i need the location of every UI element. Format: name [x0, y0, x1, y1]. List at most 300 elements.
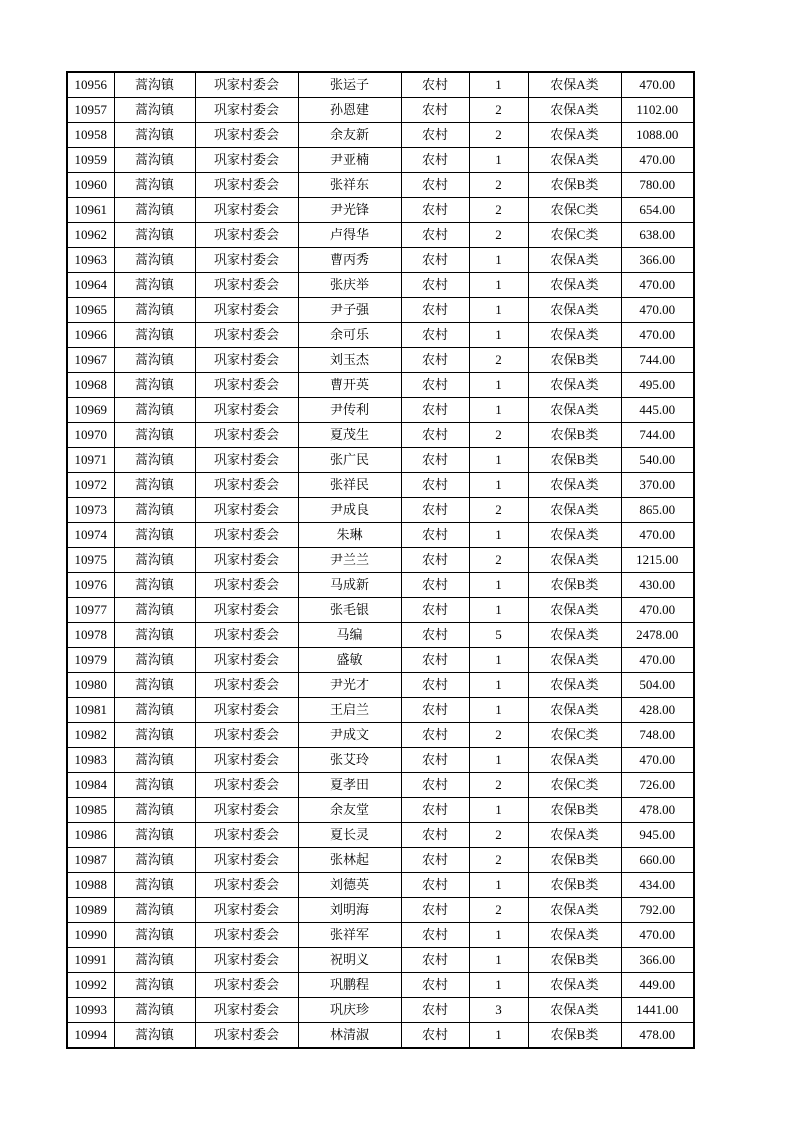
- cell-amount: 449.00: [621, 973, 694, 998]
- cell-village-committee: 巩家村委会: [195, 548, 298, 573]
- table-row: [67, 773, 694, 798]
- cell-residence-type: 农村: [401, 348, 469, 373]
- cell-insurance-category: 农保A类: [528, 123, 621, 148]
- cell-town: 蒿沟镇: [114, 1023, 195, 1049]
- cell-village-committee: 巩家村委会: [195, 673, 298, 698]
- table-row: [67, 248, 694, 273]
- cell-person-name: 尹成文: [298, 723, 401, 748]
- cell-village-committee: 巩家村委会: [195, 873, 298, 898]
- cell-person-count: 2: [469, 423, 528, 448]
- table-row: [67, 898, 694, 923]
- cell-village-committee: 巩家村委会: [195, 298, 298, 323]
- cell-village-committee: 巩家村委会: [195, 398, 298, 423]
- cell-village-committee: 巩家村委会: [195, 623, 298, 648]
- cell-person-name: 卢得华: [298, 223, 401, 248]
- table-row: [67, 1023, 694, 1049]
- cell-person-count: 1: [469, 948, 528, 973]
- table-row: [67, 798, 694, 823]
- cell-record-id: 10980: [67, 673, 114, 698]
- cell-town: 蒿沟镇: [114, 373, 195, 398]
- cell-town: 蒿沟镇: [114, 98, 195, 123]
- cell-village-committee: 巩家村委会: [195, 773, 298, 798]
- cell-amount: 470.00: [621, 523, 694, 548]
- cell-person-count: 2: [469, 723, 528, 748]
- cell-amount: 470.00: [621, 648, 694, 673]
- cell-insurance-category: 农保A类: [528, 373, 621, 398]
- cell-person-name: 尹光才: [298, 673, 401, 698]
- cell-person-count: 2: [469, 98, 528, 123]
- cell-amount: 1088.00: [621, 123, 694, 148]
- cell-residence-type: 农村: [401, 548, 469, 573]
- cell-amount: 744.00: [621, 423, 694, 448]
- cell-person-count: 1: [469, 148, 528, 173]
- table-row: [67, 648, 694, 673]
- cell-village-committee: 巩家村委会: [195, 523, 298, 548]
- cell-village-committee: 巩家村委会: [195, 123, 298, 148]
- cell-amount: 744.00: [621, 348, 694, 373]
- cell-record-id: 10960: [67, 173, 114, 198]
- cell-amount: 865.00: [621, 498, 694, 523]
- cell-village-committee: 巩家村委会: [195, 498, 298, 523]
- cell-person-name: 马编: [298, 623, 401, 648]
- cell-record-id: 10961: [67, 198, 114, 223]
- cell-village-committee: 巩家村委会: [195, 348, 298, 373]
- cell-insurance-category: 农保C类: [528, 223, 621, 248]
- table-row: [67, 623, 694, 648]
- cell-insurance-category: 农保A类: [528, 148, 621, 173]
- cell-insurance-category: 农保A类: [528, 473, 621, 498]
- cell-record-id: 10982: [67, 723, 114, 748]
- cell-person-count: 2: [469, 823, 528, 848]
- cell-village-committee: 巩家村委会: [195, 573, 298, 598]
- cell-residence-type: 农村: [401, 598, 469, 623]
- cell-town: 蒿沟镇: [114, 523, 195, 548]
- cell-person-name: 张林起: [298, 848, 401, 873]
- cell-record-id: 10983: [67, 748, 114, 773]
- cell-village-committee: 巩家村委会: [195, 72, 298, 98]
- table-row: [67, 148, 694, 173]
- cell-town: 蒿沟镇: [114, 273, 195, 298]
- cell-insurance-category: 农保A类: [528, 98, 621, 123]
- cell-amount: 366.00: [621, 248, 694, 273]
- cell-insurance-category: 农保A类: [528, 698, 621, 723]
- table-row: [67, 498, 694, 523]
- cell-person-count: 1: [469, 798, 528, 823]
- cell-residence-type: 农村: [401, 848, 469, 873]
- cell-person-name: 张祥军: [298, 923, 401, 948]
- cell-person-count: 1: [469, 473, 528, 498]
- cell-person-count: 2: [469, 548, 528, 573]
- cell-village-committee: 巩家村委会: [195, 923, 298, 948]
- cell-residence-type: 农村: [401, 798, 469, 823]
- cell-record-id: 10976: [67, 573, 114, 598]
- cell-village-committee: 巩家村委会: [195, 448, 298, 473]
- cell-residence-type: 农村: [401, 298, 469, 323]
- cell-village-committee: 巩家村委会: [195, 648, 298, 673]
- cell-town: 蒿沟镇: [114, 548, 195, 573]
- cell-person-count: 1: [469, 448, 528, 473]
- cell-insurance-category: 农保A类: [528, 648, 621, 673]
- cell-insurance-category: 农保B类: [528, 948, 621, 973]
- cell-person-count: 1: [469, 323, 528, 348]
- cell-record-id: 10956: [67, 72, 114, 98]
- cell-village-committee: 巩家村委会: [195, 148, 298, 173]
- cell-residence-type: 农村: [401, 98, 469, 123]
- cell-town: 蒿沟镇: [114, 673, 195, 698]
- cell-record-id: 10987: [67, 848, 114, 873]
- cell-insurance-category: 农保A类: [528, 598, 621, 623]
- cell-village-committee: 巩家村委会: [195, 973, 298, 998]
- cell-amount: 654.00: [621, 198, 694, 223]
- table-row: [67, 698, 694, 723]
- cell-residence-type: 农村: [401, 123, 469, 148]
- cell-village-committee: 巩家村委会: [195, 698, 298, 723]
- cell-record-id: 10993: [67, 998, 114, 1023]
- table-row: [67, 398, 694, 423]
- cell-amount: 1441.00: [621, 998, 694, 1023]
- cell-residence-type: 农村: [401, 948, 469, 973]
- cell-amount: 1215.00: [621, 548, 694, 573]
- cell-town: 蒿沟镇: [114, 173, 195, 198]
- cell-person-count: 1: [469, 398, 528, 423]
- records-table-body: [67, 72, 694, 1048]
- cell-town: 蒿沟镇: [114, 623, 195, 648]
- cell-person-name: 祝明义: [298, 948, 401, 973]
- cell-insurance-category: 农保C类: [528, 723, 621, 748]
- cell-amount: 660.00: [621, 848, 694, 873]
- cell-person-count: 1: [469, 373, 528, 398]
- cell-insurance-category: 农保B类: [528, 873, 621, 898]
- table-row: [67, 973, 694, 998]
- cell-insurance-category: 农保A类: [528, 898, 621, 923]
- cell-village-committee: 巩家村委会: [195, 223, 298, 248]
- cell-amount: 495.00: [621, 373, 694, 398]
- cell-record-id: 10962: [67, 223, 114, 248]
- cell-person-count: 1: [469, 648, 528, 673]
- cell-record-id: 10959: [67, 148, 114, 173]
- cell-person-count: 1: [469, 298, 528, 323]
- cell-amount: 1102.00: [621, 98, 694, 123]
- cell-amount: 445.00: [621, 398, 694, 423]
- cell-record-id: 10994: [67, 1023, 114, 1049]
- cell-town: 蒿沟镇: [114, 923, 195, 948]
- cell-person-name: 尹传利: [298, 398, 401, 423]
- table-row: [67, 298, 694, 323]
- cell-insurance-category: 农保A类: [528, 823, 621, 848]
- cell-record-id: 10965: [67, 298, 114, 323]
- cell-town: 蒿沟镇: [114, 298, 195, 323]
- cell-town: 蒿沟镇: [114, 998, 195, 1023]
- cell-town: 蒿沟镇: [114, 598, 195, 623]
- cell-person-name: 张毛银: [298, 598, 401, 623]
- cell-insurance-category: 农保B类: [528, 348, 621, 373]
- cell-insurance-category: 农保B类: [528, 173, 621, 198]
- cell-person-name: 曹丙秀: [298, 248, 401, 273]
- cell-record-id: 10978: [67, 623, 114, 648]
- cell-insurance-category: 农保A类: [528, 973, 621, 998]
- cell-amount: 470.00: [621, 748, 694, 773]
- cell-insurance-category: 农保A类: [528, 273, 621, 298]
- cell-insurance-category: 农保A类: [528, 248, 621, 273]
- table-row: [67, 748, 694, 773]
- cell-record-id: 10984: [67, 773, 114, 798]
- cell-village-committee: 巩家村委会: [195, 173, 298, 198]
- cell-person-name: 余友新: [298, 123, 401, 148]
- cell-residence-type: 农村: [401, 1023, 469, 1049]
- table-row: [67, 448, 694, 473]
- cell-person-name: 夏孝田: [298, 773, 401, 798]
- cell-village-committee: 巩家村委会: [195, 473, 298, 498]
- cell-village-committee: 巩家村委会: [195, 273, 298, 298]
- cell-residence-type: 农村: [401, 72, 469, 98]
- cell-town: 蒿沟镇: [114, 123, 195, 148]
- cell-record-id: 10970: [67, 423, 114, 448]
- cell-amount: 638.00: [621, 223, 694, 248]
- cell-person-name: 刘明海: [298, 898, 401, 923]
- cell-town: 蒿沟镇: [114, 823, 195, 848]
- cell-insurance-category: 农保A类: [528, 548, 621, 573]
- cell-town: 蒿沟镇: [114, 798, 195, 823]
- table-row: [67, 873, 694, 898]
- cell-person-name: 刘玉杰: [298, 348, 401, 373]
- cell-town: 蒿沟镇: [114, 748, 195, 773]
- cell-residence-type: 农村: [401, 148, 469, 173]
- cell-insurance-category: 农保B类: [528, 448, 621, 473]
- cell-residence-type: 农村: [401, 398, 469, 423]
- cell-person-count: 1: [469, 873, 528, 898]
- cell-person-count: 2: [469, 173, 528, 198]
- table-row: [67, 223, 694, 248]
- cell-insurance-category: 农保A类: [528, 923, 621, 948]
- cell-person-count: 1: [469, 273, 528, 298]
- cell-insurance-category: 农保B类: [528, 573, 621, 598]
- cell-town: 蒿沟镇: [114, 148, 195, 173]
- cell-residence-type: 农村: [401, 448, 469, 473]
- cell-person-name: 尹子强: [298, 298, 401, 323]
- table-row: [67, 723, 694, 748]
- cell-town: 蒿沟镇: [114, 873, 195, 898]
- cell-person-name: 张祥民: [298, 473, 401, 498]
- cell-village-committee: 巩家村委会: [195, 423, 298, 448]
- cell-amount: 470.00: [621, 323, 694, 348]
- cell-insurance-category: 农保B类: [528, 848, 621, 873]
- cell-record-id: 10973: [67, 498, 114, 523]
- cell-residence-type: 农村: [401, 873, 469, 898]
- cell-person-count: 2: [469, 848, 528, 873]
- cell-person-count: 1: [469, 923, 528, 948]
- cell-amount: 434.00: [621, 873, 694, 898]
- cell-amount: 504.00: [621, 673, 694, 698]
- table-row: [67, 848, 694, 873]
- cell-record-id: 10967: [67, 348, 114, 373]
- cell-amount: 780.00: [621, 173, 694, 198]
- cell-residence-type: 农村: [401, 523, 469, 548]
- cell-town: 蒿沟镇: [114, 498, 195, 523]
- cell-town: 蒿沟镇: [114, 198, 195, 223]
- cell-residence-type: 农村: [401, 248, 469, 273]
- cell-record-id: 10964: [67, 273, 114, 298]
- cell-town: 蒿沟镇: [114, 348, 195, 373]
- cell-person-count: 1: [469, 248, 528, 273]
- cell-person-count: 5: [469, 623, 528, 648]
- cell-residence-type: 农村: [401, 573, 469, 598]
- cell-village-committee: 巩家村委会: [195, 723, 298, 748]
- cell-town: 蒿沟镇: [114, 423, 195, 448]
- cell-amount: 428.00: [621, 698, 694, 723]
- cell-residence-type: 农村: [401, 998, 469, 1023]
- table-row: [67, 98, 694, 123]
- cell-person-count: 1: [469, 748, 528, 773]
- cell-residence-type: 农村: [401, 673, 469, 698]
- cell-insurance-category: 农保A类: [528, 323, 621, 348]
- cell-person-name: 曹开英: [298, 373, 401, 398]
- cell-residence-type: 农村: [401, 773, 469, 798]
- cell-village-committee: 巩家村委会: [195, 323, 298, 348]
- cell-residence-type: 农村: [401, 373, 469, 398]
- cell-person-name: 张运子: [298, 72, 401, 98]
- cell-person-count: 1: [469, 673, 528, 698]
- cell-person-count: 1: [469, 523, 528, 548]
- cell-town: 蒿沟镇: [114, 473, 195, 498]
- cell-residence-type: 农村: [401, 423, 469, 448]
- cell-amount: 470.00: [621, 273, 694, 298]
- cell-village-committee: 巩家村委会: [195, 748, 298, 773]
- cell-insurance-category: 农保A类: [528, 523, 621, 548]
- cell-person-name: 巩庆珍: [298, 998, 401, 1023]
- cell-residence-type: 农村: [401, 973, 469, 998]
- cell-insurance-category: 农保B类: [528, 423, 621, 448]
- cell-village-committee: 巩家村委会: [195, 998, 298, 1023]
- cell-record-id: 10991: [67, 948, 114, 973]
- cell-person-name: 尹光锋: [298, 198, 401, 223]
- cell-person-count: 1: [469, 573, 528, 598]
- table-row: [67, 548, 694, 573]
- cell-residence-type: 农村: [401, 898, 469, 923]
- cell-person-name: 余可乐: [298, 323, 401, 348]
- table-row: [67, 423, 694, 448]
- cell-person-name: 夏茂生: [298, 423, 401, 448]
- cell-record-id: 10974: [67, 523, 114, 548]
- cell-record-id: 10958: [67, 123, 114, 148]
- cell-town: 蒿沟镇: [114, 848, 195, 873]
- cell-insurance-category: 农保C类: [528, 773, 621, 798]
- cell-insurance-category: 农保A类: [528, 998, 621, 1023]
- cell-village-committee: 巩家村委会: [195, 848, 298, 873]
- cell-amount: 430.00: [621, 573, 694, 598]
- cell-insurance-category: 农保A类: [528, 72, 621, 98]
- cell-person-name: 孙恩建: [298, 98, 401, 123]
- cell-record-id: 10990: [67, 923, 114, 948]
- cell-amount: 470.00: [621, 923, 694, 948]
- cell-record-id: 10985: [67, 798, 114, 823]
- cell-amount: 540.00: [621, 448, 694, 473]
- cell-person-count: 1: [469, 1023, 528, 1049]
- cell-person-count: 2: [469, 223, 528, 248]
- cell-person-count: 1: [469, 973, 528, 998]
- cell-person-name: 巩鹏程: [298, 973, 401, 998]
- cell-residence-type: 农村: [401, 698, 469, 723]
- cell-residence-type: 农村: [401, 723, 469, 748]
- table-row: [67, 823, 694, 848]
- cell-record-id: 10968: [67, 373, 114, 398]
- cell-person-name: 张庆举: [298, 273, 401, 298]
- cell-village-committee: 巩家村委会: [195, 98, 298, 123]
- cell-person-name: 张祥东: [298, 173, 401, 198]
- cell-amount: 726.00: [621, 773, 694, 798]
- table-row: [67, 673, 694, 698]
- cell-person-count: 2: [469, 123, 528, 148]
- table-row: [67, 948, 694, 973]
- cell-town: 蒿沟镇: [114, 248, 195, 273]
- cell-amount: 366.00: [621, 948, 694, 973]
- cell-person-name: 余友堂: [298, 798, 401, 823]
- cell-person-count: 3: [469, 998, 528, 1023]
- cell-residence-type: 农村: [401, 273, 469, 298]
- cell-amount: 470.00: [621, 598, 694, 623]
- table-row: [67, 198, 694, 223]
- cell-record-id: 10989: [67, 898, 114, 923]
- cell-person-name: 马成新: [298, 573, 401, 598]
- cell-residence-type: 农村: [401, 748, 469, 773]
- table-row: [67, 273, 694, 298]
- cell-town: 蒿沟镇: [114, 723, 195, 748]
- cell-town: 蒿沟镇: [114, 448, 195, 473]
- cell-village-committee: 巩家村委会: [195, 248, 298, 273]
- cell-residence-type: 农村: [401, 823, 469, 848]
- cell-residence-type: 农村: [401, 623, 469, 648]
- cell-record-id: 10963: [67, 248, 114, 273]
- cell-person-name: 张广民: [298, 448, 401, 473]
- cell-amount: 470.00: [621, 148, 694, 173]
- cell-residence-type: 农村: [401, 173, 469, 198]
- cell-town: 蒿沟镇: [114, 573, 195, 598]
- cell-insurance-category: 农保A类: [528, 748, 621, 773]
- table-row: [67, 123, 694, 148]
- cell-person-count: 2: [469, 198, 528, 223]
- cell-village-committee: 巩家村委会: [195, 898, 298, 923]
- cell-town: 蒿沟镇: [114, 323, 195, 348]
- cell-village-committee: 巩家村委会: [195, 948, 298, 973]
- cell-village-committee: 巩家村委会: [195, 1023, 298, 1049]
- table-row: [67, 598, 694, 623]
- cell-record-id: 10981: [67, 698, 114, 723]
- cell-town: 蒿沟镇: [114, 948, 195, 973]
- cell-insurance-category: 农保A类: [528, 623, 621, 648]
- cell-amount: 945.00: [621, 823, 694, 848]
- cell-village-committee: 巩家村委会: [195, 798, 298, 823]
- table-row: [67, 373, 694, 398]
- insurance-records-table: [66, 71, 695, 1049]
- cell-record-id: 10988: [67, 873, 114, 898]
- cell-record-id: 10966: [67, 323, 114, 348]
- cell-village-committee: 巩家村委会: [195, 373, 298, 398]
- cell-insurance-category: 农保A类: [528, 298, 621, 323]
- cell-amount: 748.00: [621, 723, 694, 748]
- cell-insurance-category: 农保A类: [528, 398, 621, 423]
- cell-person-name: 夏长灵: [298, 823, 401, 848]
- cell-record-id: 10972: [67, 473, 114, 498]
- cell-person-name: 尹亚楠: [298, 148, 401, 173]
- cell-amount: 2478.00: [621, 623, 694, 648]
- cell-person-name: 刘德英: [298, 873, 401, 898]
- cell-amount: 470.00: [621, 72, 694, 98]
- table-row: [67, 72, 694, 98]
- cell-residence-type: 农村: [401, 498, 469, 523]
- cell-record-id: 10971: [67, 448, 114, 473]
- cell-amount: 478.00: [621, 1023, 694, 1049]
- cell-amount: 370.00: [621, 473, 694, 498]
- cell-town: 蒿沟镇: [114, 72, 195, 98]
